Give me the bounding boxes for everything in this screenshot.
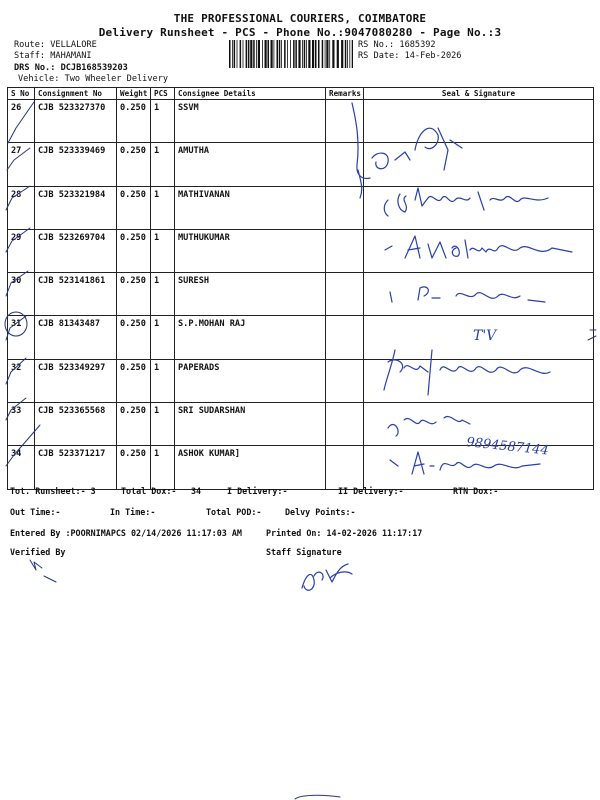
ii-delivery-label: II Delivery:- (338, 486, 404, 496)
row-consignment-no: CJB 523321984 (35, 186, 117, 229)
row-remarks (326, 100, 364, 143)
row-seal-signature (364, 143, 594, 186)
row-consignee: SSVM (175, 100, 326, 143)
barcode-bar (332, 40, 334, 68)
barcode-bar (246, 40, 248, 68)
row-sno: 32 (8, 359, 35, 402)
barcode-bar (347, 40, 348, 68)
row-pcs: 1 (151, 100, 175, 143)
barcode-bar (229, 40, 231, 68)
in-time-label: In Time:- (110, 507, 156, 517)
staff-signature (302, 564, 352, 590)
row-seal-signature (364, 273, 594, 316)
barcode-bar (298, 40, 300, 68)
barcode-bar (243, 40, 244, 68)
row-pcs: 1 (151, 186, 175, 229)
remark-row31: T'V (473, 328, 497, 344)
row-consignee: S.P.MOHAN RAJ (175, 316, 326, 359)
barcode-bar (253, 40, 255, 68)
row-weight: 0.250 (117, 446, 151, 489)
row-consignee: MUTHUKUMAR (175, 229, 326, 272)
table-row (8, 316, 594, 359)
company-title: THE PROFESSIONAL COURIERS, COIMBATORE (173, 12, 427, 25)
row-sno: 30 (8, 273, 35, 316)
barcode-bar (262, 40, 263, 68)
barcode-bar (312, 40, 314, 68)
table-row (8, 100, 594, 143)
row-remarks (326, 229, 364, 272)
barcode-bar (277, 40, 279, 68)
column-header-consignee: Consignee Details (175, 88, 326, 100)
column-header-pcs: PCS (151, 88, 175, 100)
row-weight: 0.250 (117, 403, 151, 446)
delivery-points-label: Delvy Points:- (285, 507, 356, 517)
table-row (8, 229, 594, 272)
row-sno: 34 (8, 446, 35, 489)
barcode-bar (234, 40, 236, 68)
barcode-bar (352, 40, 353, 68)
barcode-bar (315, 40, 317, 68)
entered-by: Entered By :POORNIMAPCS 02/14/2026 11:17:03 AM (10, 528, 242, 538)
column-header-consignment: Consignment No (35, 88, 117, 100)
barcode-bar (274, 40, 275, 68)
staff-signature-label: Staff Signature (266, 547, 342, 557)
row-consignment-no: CJB 523365568 (35, 403, 117, 446)
row-consignee: MATHIVANAN (175, 186, 326, 229)
table-row (8, 273, 594, 316)
staff-label: Staff: MAHAMANI (14, 51, 92, 61)
drs-number: DRS No.: DCJB168539203 (14, 63, 128, 73)
row-sno: 27 (8, 143, 35, 186)
row-consignee: AMUTHA (175, 143, 326, 186)
row-consignee: PAPERADS (175, 359, 326, 402)
row-seal-signature (364, 403, 594, 446)
row-pcs: 1 (151, 143, 175, 186)
printed-on: Printed On: 14-02-2026 11:17:17 (266, 528, 423, 538)
row-pcs: 1 (151, 446, 175, 489)
barcode-bar (237, 40, 238, 68)
barcode-bar (337, 40, 339, 68)
runsheet-subtitle: Delivery Runsheet - PCS - Phone No.:9047080280 - Page No.:3 (98, 26, 502, 39)
row-consignment-no: CJB 523339469 (35, 143, 117, 186)
barcode-bar (325, 40, 326, 68)
barcode-bar (295, 40, 297, 68)
row-sno: 28 (8, 186, 35, 229)
barcode-bar (232, 40, 233, 68)
barcode-bar (281, 40, 282, 68)
barcode-bar (306, 40, 307, 68)
barcode-bar (256, 40, 257, 68)
row-consignment-no: CJB 523349297 (35, 359, 117, 402)
row-consignment-no: CJB 523327370 (35, 100, 117, 143)
barcode-bar (271, 40, 273, 68)
barcode-bar (341, 40, 343, 68)
barcode-bar (349, 40, 350, 68)
row-seal-signature (364, 100, 594, 143)
runsheet-table (7, 87, 594, 490)
row-seal-signature (364, 229, 594, 272)
row-pcs: 1 (151, 359, 175, 402)
barcode-bar (284, 40, 286, 68)
verified-signature (30, 560, 56, 582)
column-header-sno: S No (8, 88, 35, 100)
barcode-bar (248, 40, 250, 68)
total-dox-value: 34 (191, 486, 202, 496)
row-pcs: 1 (151, 273, 175, 316)
row-remarks (326, 143, 364, 186)
total-pod-label: Total POD:- (206, 507, 262, 517)
table-row (8, 403, 594, 446)
row-remarks (326, 316, 364, 359)
rtn-dox-label: RTN Dox:- (453, 486, 499, 496)
stray-mark (295, 795, 340, 799)
row-remarks (326, 186, 364, 229)
row-pcs: 1 (151, 403, 175, 446)
barcode-bar (250, 40, 252, 68)
row-seal-signature (364, 186, 594, 229)
row-seal-signature (364, 316, 594, 359)
total-runsheet: Tot. Runsheet:- 3 (10, 486, 96, 496)
table-row (8, 359, 594, 402)
column-header-weight: Weight (117, 88, 151, 100)
vehicle-label: Vehicle: Two Wheeler Delivery (18, 74, 169, 84)
column-header-signature: Seal & Signature (364, 88, 594, 100)
row-remarks (326, 359, 364, 402)
row-pcs: 1 (151, 316, 175, 359)
barcode-bar (268, 40, 270, 68)
rs-number: RS No.: 1685392 (358, 40, 436, 50)
column-header-remarks: Remarks (326, 88, 364, 100)
barcode-bar (293, 40, 295, 68)
barcode-bar (265, 40, 267, 68)
route-label: Route: VELLALORE (14, 40, 97, 50)
verified-by-label: Verified By (10, 547, 66, 557)
barcode-bar (240, 40, 242, 68)
barcode-bar (345, 40, 347, 68)
table-row (8, 186, 594, 229)
rs-date: RS Date: 14-Feb-2026 (358, 51, 462, 61)
row-weight: 0.250 (117, 186, 151, 229)
row-consignment-no: CJB 523141861 (35, 273, 117, 316)
row-consignment-no: CJB 523269704 (35, 229, 117, 272)
row-pcs: 1 (151, 229, 175, 272)
row-seal-signature (364, 359, 594, 402)
barcode-bar (318, 40, 320, 68)
table-row (8, 446, 594, 489)
row-seal-signature (364, 446, 594, 489)
row-weight: 0.250 (117, 316, 151, 359)
row-consignment-no: CJB 81343487 (35, 316, 117, 359)
phone-row33: 9894587144 (465, 435, 550, 459)
barcode-bar (290, 40, 291, 68)
barcode-image (229, 40, 353, 68)
row-weight: 0.250 (117, 273, 151, 316)
barcode-bar (287, 40, 288, 68)
barcode-bar (302, 40, 303, 68)
row-consignment-no: CJB 523371217 (35, 446, 117, 489)
barcode-bar (308, 40, 310, 68)
barcode-bar (279, 40, 281, 68)
table-row (8, 143, 594, 186)
barcode-bar (329, 40, 330, 68)
row-consignee: SURESH (175, 273, 326, 316)
barcode-bar (322, 40, 324, 68)
row-sno: 26 (8, 100, 35, 143)
barcode-bar (258, 40, 260, 68)
row-weight: 0.250 (117, 100, 151, 143)
row-weight: 0.250 (117, 229, 151, 272)
total-dox-label: Total Dox:- (121, 486, 177, 496)
row-remarks (326, 273, 364, 316)
row-consignee: ASHOK KUMAR] (175, 446, 326, 489)
row-weight: 0.250 (117, 143, 151, 186)
row-sno: 29 (8, 229, 35, 272)
row-sno: 31 (8, 316, 35, 359)
barcode-bar (304, 40, 306, 68)
table-header-row (8, 88, 594, 100)
row-sno: 33 (8, 403, 35, 446)
i-delivery-label: I Delivery:- (227, 486, 288, 496)
barcode-bar (326, 40, 328, 68)
row-remarks (326, 446, 364, 489)
out-time-label: Out Time:- (10, 507, 61, 517)
row-consignee: SRI SUDARSHAN (175, 403, 326, 446)
row-weight: 0.250 (117, 359, 151, 402)
row-remarks (326, 403, 364, 446)
